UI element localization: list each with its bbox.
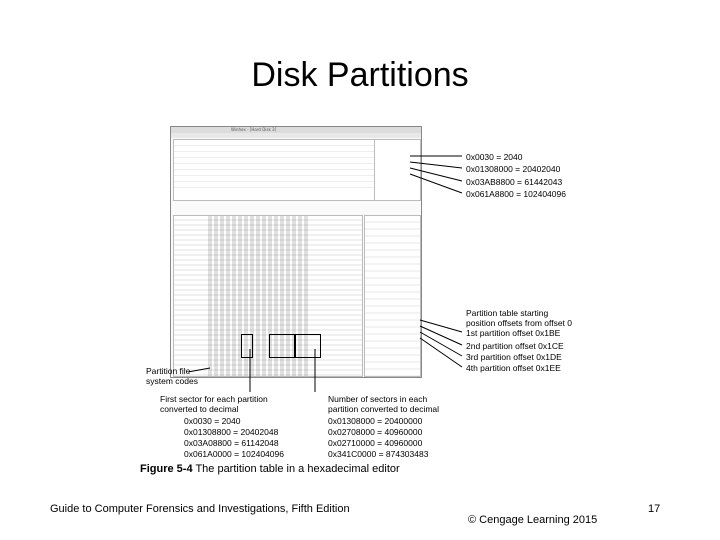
figure-caption-text: The partition table in a hexadecimal editor — [195, 463, 400, 475]
partition-offset-4: 4th partition offset 0x1EE — [466, 363, 561, 373]
offset-value-1: 0x0030 = 2040 — [466, 152, 523, 162]
offset-value-3: 0x03AB8800 = 61442043 — [466, 177, 563, 187]
figure-caption — [140, 463, 400, 475]
window-title: Winhex - [Hard Disk 3] — [231, 127, 277, 132]
first-sector-1: 0x0030 = 2040 — [184, 416, 241, 426]
partition-offset-1: 1st partition offset 0x1BE — [466, 328, 561, 338]
callout-lines — [140, 120, 580, 480]
page-number: 17 — [648, 503, 661, 515]
partition-offset-2: 2nd partition offset 0x1CE — [466, 341, 564, 351]
first-sector-4: 0x061A0000 = 102404096 — [184, 449, 284, 459]
first-sector-3: 0x03A08800 = 61142048 — [184, 438, 279, 448]
num-sectors-4: 0x341C0000 = 874303483 — [328, 449, 429, 459]
partition-table-label: Partition table starting position offsets from offset 0 — [466, 308, 572, 328]
partition-offset-3: 3rd partition offset 0x1DE — [466, 352, 562, 362]
num-sectors-1: 0x01308000 = 20400000 — [328, 416, 423, 426]
footer-book-title: Guide to Computer Forensics and Investigations, Fifth Edition — [50, 503, 350, 515]
figure-number: Figure 5-4 — [140, 463, 193, 475]
footer-copyright: © Cengage Learning 2015 — [468, 514, 598, 526]
num-sectors-2: 0x02708000 = 40960000 — [328, 427, 423, 437]
figure — [140, 120, 580, 480]
offset-value-4: 0x061A8800 = 102404096 — [466, 189, 566, 199]
num-sectors-3: 0x02710000 = 40960000 — [328, 438, 423, 448]
first-sector-label: First sector for each partition converted to decimal — [160, 394, 268, 414]
num-sectors-label: Number of sectors in each partition converted to decimal — [328, 394, 440, 414]
slide-title: Disk Partitions — [251, 56, 469, 94]
partition-file-label: Partition file system codes — [146, 366, 198, 386]
offset-value-2: 0x01308000 = 20402040 — [466, 164, 561, 174]
first-sector-2: 0x01308800 = 20402048 — [184, 427, 279, 437]
